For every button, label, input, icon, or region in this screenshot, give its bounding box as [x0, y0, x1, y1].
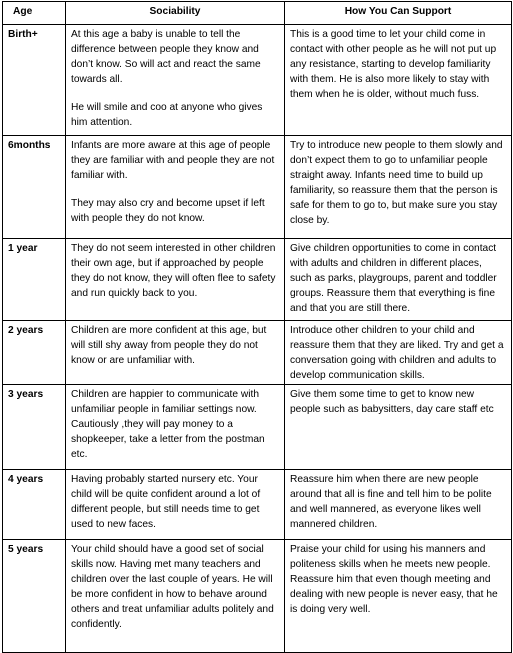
- development-table: [2, 1, 512, 653]
- sociability-text: They may also cry and become upset if left with people they do not know.: [71, 198, 265, 224]
- sociability-text: Infants are more aware at this age of people they are familiar with and people they are not familiar with.: [71, 140, 275, 181]
- table-row: [3, 25, 512, 136]
- sociability-text: They do not seem interested in other children their own age, but if approached by people they do not know, they will often flee to safety and run quickly back to you.: [71, 243, 276, 299]
- support-cell: [285, 540, 512, 653]
- table-row: [3, 136, 512, 239]
- age-cell: 6months: [3, 136, 66, 239]
- support-cell: [285, 321, 512, 385]
- table-row: [3, 321, 512, 385]
- sociability-text: At this age a baby is unable to tell the difference between people they know and don’t know. So will act and react the same towards all.: [71, 29, 261, 85]
- age-cell: 1 year: [3, 239, 66, 321]
- support-cell: [285, 470, 512, 540]
- support-text: Try to introduce new people to them slowly and don’t expect them to go to unfamiliar people straight away. Infants need time to build up familiarity, so reassure them that the person is safe for them to go to, but make sure you stay close by.: [290, 140, 503, 226]
- table-row: [3, 239, 512, 321]
- sociability-column-header: Sociability: [66, 2, 285, 25]
- sociability-cell: [66, 136, 285, 239]
- sociability-cell: [66, 321, 285, 385]
- support-column-header: How You Can Support: [285, 2, 512, 25]
- age-cell: 4 years: [3, 470, 66, 540]
- support-cell: [285, 385, 512, 470]
- sociability-text: Your child should have a good set of social skills now. Having met many teachers and children over the last couple of years. He will be more confident in how to behave around others and treat unfamiliar adults politely and confidently.: [71, 544, 274, 630]
- support-cell: [285, 239, 512, 321]
- support-text: Introduce other children to your child and reassure them that they are liked. Try and get a conversation going with children and adults to develop communication skills.: [290, 325, 504, 381]
- support-cell: [285, 136, 512, 239]
- age-cell: 5 years: [3, 540, 66, 653]
- support-cell: [285, 25, 512, 136]
- support-text: Praise your child for using his manners and politeness skills when he meets new people. Reassure him that even though meeting and dealing with new people is never easy, that he is doing very well.: [290, 544, 498, 615]
- sociability-cell: [66, 540, 285, 653]
- age-cell: 3 years: [3, 385, 66, 470]
- sociability-cell: [66, 470, 285, 540]
- support-text: Give children opportunities to come in contact with adults and children in different places, such as parks, playgroups, parent and toddler groups. Reassure them that everything is fine and that you are still there.: [290, 243, 497, 314]
- sociability-cell: [66, 385, 285, 470]
- age-cell: 2 years: [3, 321, 66, 385]
- table-row: [3, 540, 512, 653]
- age-column-header: Age: [3, 2, 66, 25]
- table-row: [3, 470, 512, 540]
- sociability-text: Children are more confident at this age, but will still shy away from people they do not know or are unfamiliar with.: [71, 325, 267, 366]
- sociability-cell: [66, 239, 285, 321]
- table-row: [3, 385, 512, 470]
- support-text: Reassure him when there are new people around that all is fine and tell him to be polite and well mannered, as everyone likes well mannered children.: [290, 474, 492, 530]
- sociability-cell: [66, 25, 285, 136]
- header-row: [3, 2, 512, 25]
- support-text: This is a good time to let your child come in contact with other people as he will not put up any resistance, starting to develop familiarity with them. He is also more likely to stay with them when he is older, without much fuss.: [290, 29, 497, 100]
- sociability-text: Children are happier to communicate with unfamiliar people in familiar settings now. Cautiously ,they will pay money to a shopkeeper, take a letter from the postman etc.: [71, 389, 265, 460]
- age-cell: Birth+: [3, 25, 66, 136]
- sociability-text: He will smile and coo at anyone who gives him attention.: [71, 102, 263, 128]
- sociability-text: Having probably started nursery etc. Your child will be quite confident around a lot of different people, but still needs time to get used to new faces.: [71, 474, 261, 530]
- support-text: Give them some time to get to know new people such as babysitters, day care staff etc: [290, 389, 494, 415]
